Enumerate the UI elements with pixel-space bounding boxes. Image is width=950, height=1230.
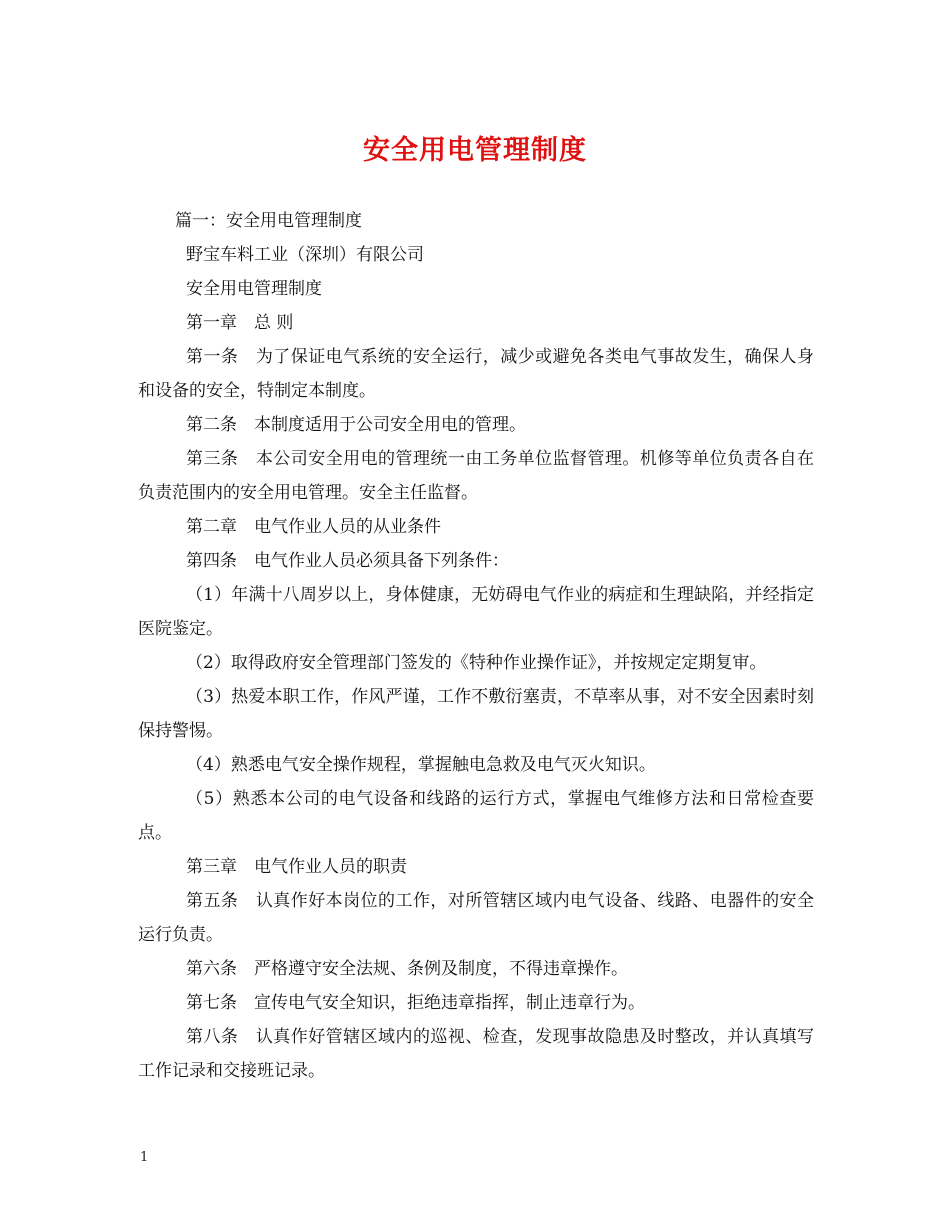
paragraph-6: 第二条 本制度适用于公司安全用电的管理。 [186, 415, 526, 435]
document-body [138, 204, 814, 1088]
paragraph-19: 第八条 认真作好管辖区域内的巡视、检查，发现事故隐患及时整改，并认真填写工作记录和交接班记录。 [138, 1027, 814, 1081]
paragraph-14: （5）熟悉本公司的电气设备和线路的运行方式，掌握电气维修方法和日常检查要点。 [138, 789, 814, 843]
document-title: 安全用电管理制度 [363, 135, 587, 166]
paragraph-5: 第一条 为了保证电气系统的安全运行，减少或避免各类电气事故发生，确保人身和设备的安全，特制定本制度。 [138, 347, 814, 401]
paragraph-9: 第四条 电气作业人员必须具备下列条件： [186, 551, 509, 571]
paragraph-1: 篇一：安全用电管理制度 [175, 211, 362, 231]
paragraph-7: 第三条 本公司安全用电的管理统一由工务单位监督管理。机修等单位负责各自在负责范围内的安全用电管理。安全主任监督。 [138, 449, 814, 503]
paragraph-13: （4）熟悉电气安全操作规程，掌握触电急救及电气灭火知识。 [186, 755, 656, 775]
paragraph-4: 第一章 总 则 [186, 313, 294, 333]
paragraph-2: 野宝车料工业（深圳）有限公司 [186, 245, 424, 265]
paragraph-11: （2）取得政府安全管理部门签发的《特种作业操作证》，并按规定定期复审。 [186, 653, 767, 673]
paragraph-10: （1）年满十八周岁以上，身体健康，无妨碍电气作业的病症和生理缺陷，并经指定医院鉴定。 [138, 585, 814, 639]
paragraph-8: 第二章 电气作业人员的从业条件 [186, 517, 441, 537]
paragraph-18: 第七条 宣传电气安全知识，拒绝违章指挥，制止违章行为。 [186, 993, 645, 1013]
paragraph-16: 第五条 认真作好本岗位的工作，对所管辖区域内电气设备、线路、电器件的安全运行负责。 [138, 891, 814, 945]
paragraph-3: 安全用电管理制度 [186, 279, 322, 299]
paragraph-17: 第六条 严格遵守安全法规、条例及制度，不得违章操作。 [186, 959, 628, 979]
paragraph-12: （3）热爱本职工作，作风严谨，工作不敷衍塞责，不草率从事，对不安全因素时刻保持警惕。 [138, 687, 814, 741]
paragraph-15: 第三章 电气作业人员的职责 [186, 857, 407, 877]
page-number: 1 [140, 1150, 149, 1165]
